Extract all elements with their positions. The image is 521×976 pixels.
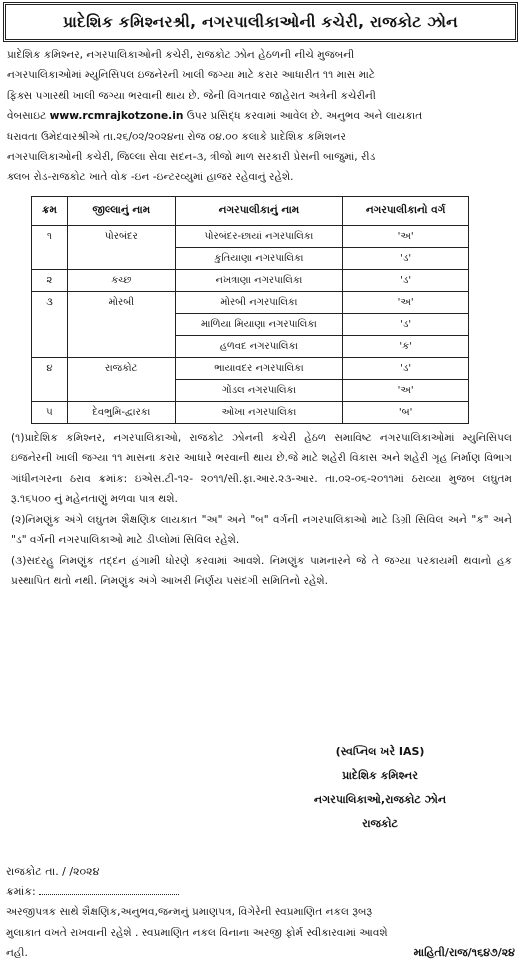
intro-line-3: ફિક્સ પગારથી ખાલી જગ્યા ભરવાની થાય છે. જેની વિગતવાર જાહેરાત અત્રેની કચેરીની (7, 89, 376, 102)
submission-line-3: નહી. (6, 947, 28, 959)
cell-grade: 'બ' (343, 401, 469, 423)
intro-line-1: પ્રાદેશિક કમિશ્નર, નગરપાલિકાઓની કચેરી, રાજકોટ ઝોન હેઠળની નીચે મુજબની (7, 49, 355, 61)
cell-serial (32, 379, 68, 401)
cell-municipality: પોરબંદર-છાયાં નગરપાલિકા (175, 225, 343, 247)
table-row (32, 335, 469, 357)
website-link[interactable]: www.rcmrajkotzone.in (49, 110, 184, 123)
cell-serial (32, 247, 68, 269)
cell-grade: 'અ' (343, 291, 469, 313)
intro-line-5: ધરાવતા ઉમેદવારશ્રીએ તા.૨૬/૦૨/૨૦૨૪ના રોજ ૦૪.૦૦ કલાકે પ્રાદેશિક કમિશનર (7, 130, 346, 143)
cell-municipality: હળવદ નગરપાલિકા (175, 335, 343, 357)
date-number-block (6, 862, 179, 902)
cell-grade: 'ડ' (343, 357, 469, 379)
header-serial: ક્રમ (32, 196, 68, 225)
signatory-city: રાજકોટ (362, 817, 398, 830)
cell-district: કચ્છ (67, 269, 175, 291)
cell-district: દેવભુમિ-દ્વારકા (67, 401, 175, 423)
submission-line-2: મુલાકાત વખતે રાખવાની રહેશે . સ્વપ્રમાણિત નકલ વિનાના અરજી ફોર્મ સ્વીકારવામાં આવશે (6, 926, 388, 939)
cell-municipality: માળિયા મિયાણા નગરપાલિકા (175, 313, 343, 335)
intro-line-4a: વેબસાઇટ (7, 110, 47, 123)
table-row (32, 247, 469, 269)
cell-municipality: કુતિયાણા નગરપાલિકા (175, 247, 343, 269)
intro-line-6: નગરપાલિકાઓની કચેરી, જિલ્લા સેવા સદન-૩, ત્રીજો માળ સરકારી પ્રેસની બાજુમાં, રીડ (7, 151, 376, 164)
cell-municipality: મોરબી નગરપાલિકા (175, 291, 343, 313)
cell-municipality: ઓખા નગરપાલિકા (175, 401, 343, 423)
table-row (32, 225, 469, 247)
number-label: ક્રમાંક: (6, 885, 36, 898)
municipality-table (31, 196, 469, 424)
banner-title: પ્રાદેશિક કમિશ્નરશ્રી, નગરપાલીકાઓની કચેરી, રાજકોટ ઝોન (62, 12, 459, 31)
table-row (32, 379, 469, 401)
cell-district (67, 313, 175, 335)
cell-serial: ૫ (32, 401, 68, 423)
cell-grade: 'ક' (343, 335, 469, 357)
cell-grade: 'અ' (343, 225, 469, 247)
cell-serial (32, 313, 68, 335)
date-line: રાજકોટ તા. / /૨૦૨૪ (6, 865, 100, 878)
note-2: (૨)નિમણુંક અંગે લઘુતમ શૈક્ષણિક લાયકાત "અ" અને "બ" વર્ગની નગરપાલિકાઓ માટે ડિગ્રી સિવિલ અને "ક" અને "ડ" વર્ગની નગરપાલિકાઓ માટે ડીપ્લોમાં સિવિલ રહેશે. (11, 513, 512, 547)
signatory-designation: પ્રાદેશિક કમિશ્નર (342, 769, 418, 782)
header-municipality: નગરપાલીકાનું નામ (175, 196, 343, 225)
office-banner (3, 2, 518, 42)
cell-serial: ૩ (32, 291, 68, 313)
note-3: (૩)સદરહુ નિમણુંક તદ્દન હંગામી ધોરણે કરવામાં આવશે. નિમણુંક પામનારને જે તે જગ્યા પરકાયમી થવાનો હક પ્રસ્થાપિત થતો નથી. નિમણુંક અંગે આખરી નિર્ણય પસંદગી સમિતિનો રહેશે. (11, 554, 512, 588)
signatory-office: નગરપાલિકાઓ,રાજકોટ ઝોન (313, 793, 447, 806)
intro-line-4 (7, 106, 514, 126)
cell-grade: 'ડ' (343, 269, 469, 291)
number-blank (39, 882, 179, 895)
table-header-row (32, 196, 469, 225)
cell-district: રાજકોટ (67, 357, 175, 379)
table-row (32, 291, 469, 313)
cell-grade: 'ડ' (343, 313, 469, 335)
intro-paragraph (7, 45, 514, 188)
table-row (32, 357, 469, 379)
conditions-notes (11, 428, 512, 592)
cell-municipality: નખત્રાણા નગરપાલિકા (175, 269, 343, 291)
header-district: જીલ્લાનું નામ (67, 196, 175, 225)
cell-serial: ૨ (32, 269, 68, 291)
cell-serial: ૧ (32, 225, 68, 247)
signatory-name: (સ્વપ્નિલ ખરે IAS) (335, 745, 425, 758)
submission-line-1: અરજીપત્રક સાથે શૈક્ષણિક,અનુભવ,જન્મનું પ્રમાણપત્ર, વિગેરેની સ્વપ્રમાણિત નકલ રૂબરૂ (6, 906, 373, 918)
cell-district (67, 247, 175, 269)
table-row (32, 401, 469, 423)
number-line (6, 882, 179, 902)
signature-block (260, 740, 500, 836)
cell-grade: 'અ' (343, 379, 469, 401)
intro-line-4b: ઉપર પ્રસિદ્ધ કરવામાં આવેલ છે. અનુભવ અને લાયકાત (186, 110, 423, 123)
note-1: (૧)પ્રાદેશિક કમિશ્નર, નગરપાલિકાઓ, રાજકોટ ઝોનની કચેરી હેઠળ સમાવિષ્ટ નગરપાલિકાઓમાં મ્યુનિસિપલ ઇજનેરની ખાલી જગ્યા ૧૧ માસના કરાર આધારે ભરવાની થાય છે.જે માટે શહેરી વિકાસ અને શહેરી ગૃહ નિર્માણ વિભાગ ગાંધીનગરના ઠરાવ ક્રમાંક: ઇએસ.ટી-૧૨- ૨૦૧૧/સી.ફા.આર.૨૩-આર. તા.૦૨-૦૬-૨૦૧૧માં ઠરાવ્યા મુજબ લઘુતમ રૂ.૧૬૫૦૦ નું મહેનતાણું મળવા પાત્ર થશે. (11, 431, 512, 506)
cell-municipality: ભાયાવદર નગરપાલિકા (175, 357, 343, 379)
table-row (32, 313, 469, 335)
header-grade: નગરપાલીકાનો વર્ગ (343, 196, 469, 225)
cell-municipality: ગોંડલ નગરપાલિકા (175, 379, 343, 401)
cell-serial (32, 335, 68, 357)
cell-district (67, 379, 175, 401)
intro-line-7: ક્લબ રોડ-રાજકોટ ખાતે વોક -ઇન -ઇન્ટરવ્યુમાં હાજર રહેવાનું રહેશે. (7, 171, 294, 184)
cell-district: મોરબી (67, 291, 175, 313)
cell-district (67, 335, 175, 357)
cell-grade: 'ડ' (343, 247, 469, 269)
reference-number: માહિતી/રાજ/૧૬૪૭/૨૪ (413, 946, 515, 959)
intro-line-2: નગરપાલિકાઓમાં મ્યુનિસિપલ ઇજનેરની ખાલી જગ્યા માટે કરાર આધારીત ૧૧ માસ માટે (7, 69, 375, 82)
table-row (32, 269, 469, 291)
cell-serial: ૪ (32, 357, 68, 379)
cell-district: પોરબંદર (67, 225, 175, 247)
